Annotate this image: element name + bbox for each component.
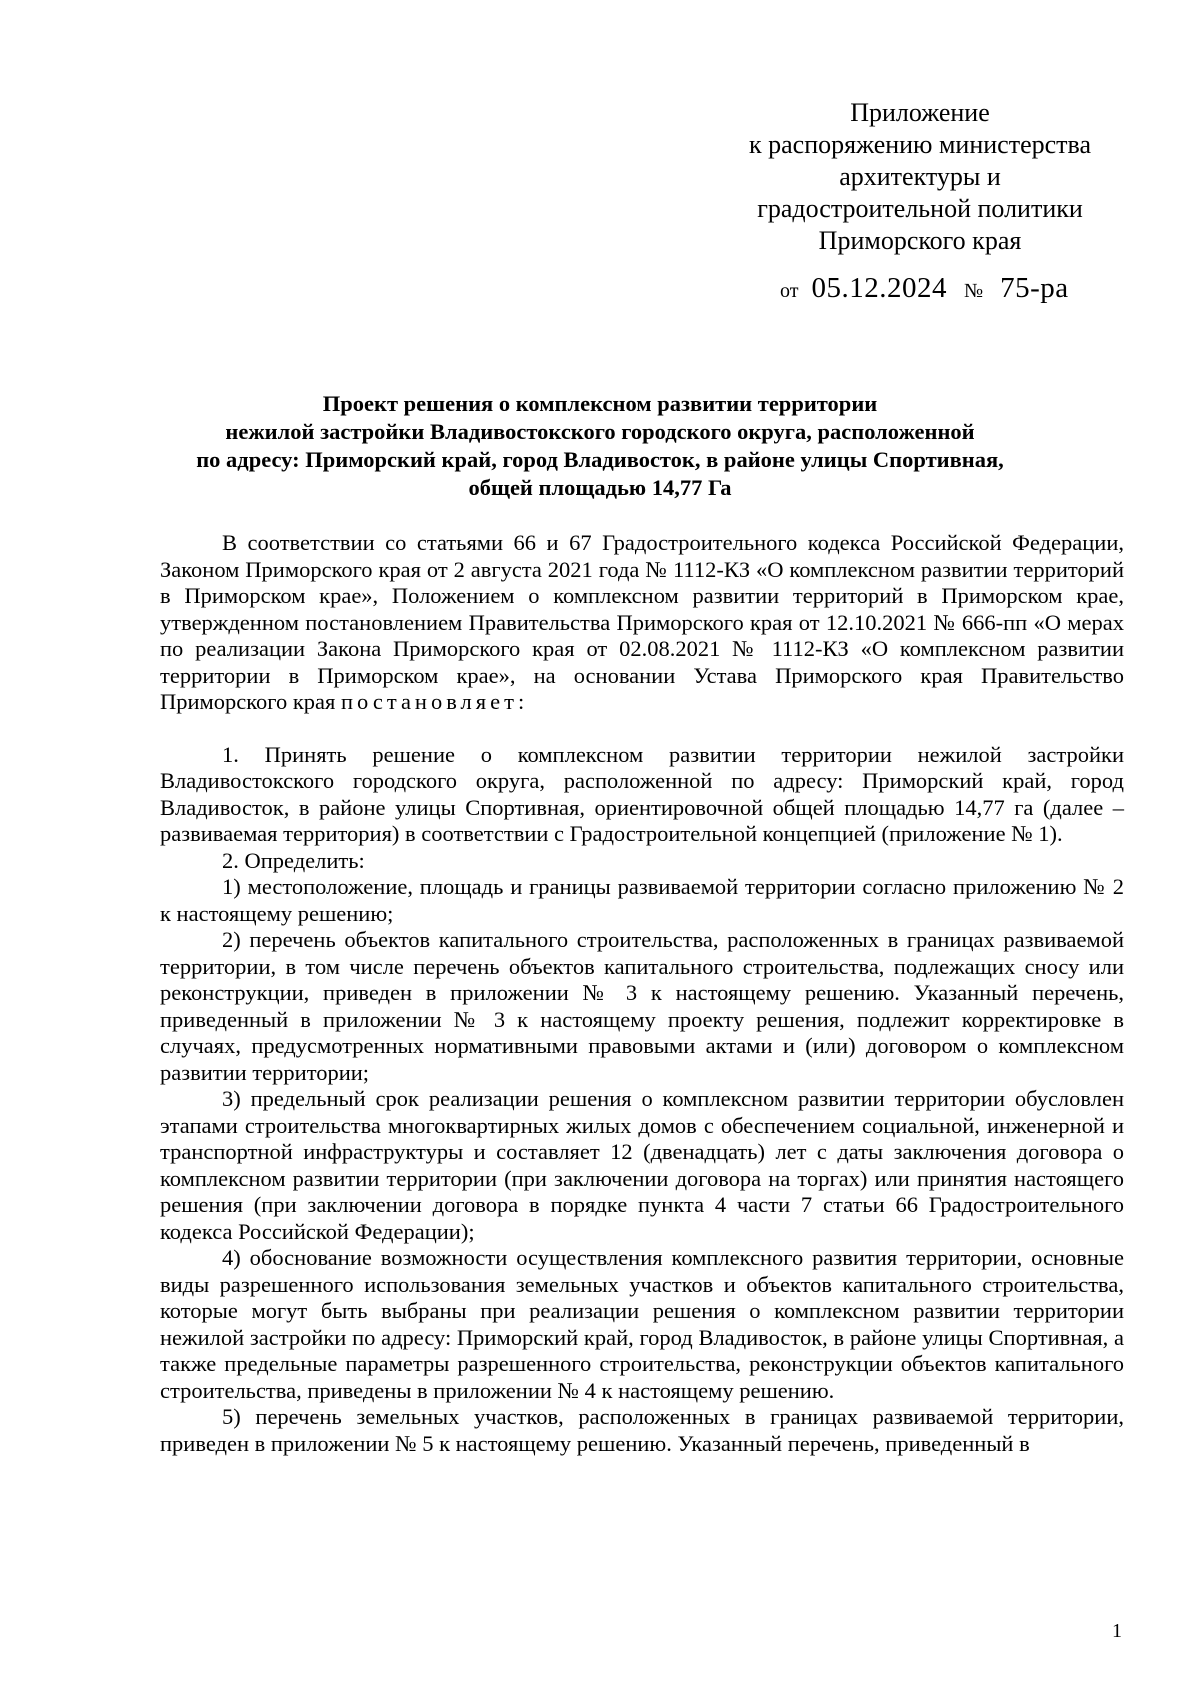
title-line: нежилой застройки Владивостокского городского округа, расположенной xyxy=(225,419,975,444)
preamble-paragraph xyxy=(160,530,1124,716)
preamble-verb: постановляет xyxy=(341,689,518,714)
number-prefix: № xyxy=(963,280,984,302)
document-body xyxy=(160,530,1124,1457)
title-line: по адресу: Приморский край, город Владивосток, в районе улицы Спортивная, xyxy=(196,447,1004,472)
order-date-number xyxy=(780,272,1080,305)
title-line: Проект решения о комплексном развитии территории xyxy=(322,391,878,416)
item-paragraph: 1. Принять решение о комплексном развитии территории нежилой застройки Владивостокского городского округа, расположенной по адресу: Приморский край, город Владивосток, в районе улицы Спортивная, ориентировочной общей площадью 14,77 га (далее – развиваемая территория) в соответствии с Градостроительной концепцией (приложение № 1). xyxy=(160,741,1124,846)
item-paragraph: 4) обоснование возможности осуществления комплексного развития территории, основные виды разрешенного использования земельных участков и объектов капитального строительства, которые могут быть выбраны при реализации решения о комплексном развитии территории нежилой застройки по адресу: Приморский край, город Владивосток, в районе улицы Спортивная, а также предельные параметры разрешенного строительства, реконструкции объектов капитального строительства, приведены в приложении № 4 к настоящему решению. xyxy=(160,1245,1124,1403)
page-number: 1 xyxy=(1112,1620,1122,1642)
document-title xyxy=(160,390,1040,502)
item-paragraph: 1) местоположение, площадь и границы развиваемой территории согласно приложению № 2 к настоящему решению; xyxy=(160,874,1124,926)
item-paragraph: 3) предельный срок реализации решения о комплексном развитии территории обусловлен этапами строительства многоквартирных жилых домов с обеспечением социальной, инженерной и транспортной инфраструктуры и составляет 12 (двенадцать) лет с даты заключения договора о комплексном развитии территории (при заключении договора на торгах) или принятия настоящего решения (при заключении договора в порядке пункта 4 части 7 статьи 66 Градостроительного кодекса Российской Федерации); xyxy=(160,1086,1124,1244)
title-line: общей площадью 14,77 Га xyxy=(468,475,732,500)
date-prefix: от xyxy=(780,280,799,302)
appendix-header-line: к распоряжению министерства xyxy=(748,130,1091,159)
appendix-header-line: Приложение xyxy=(850,98,990,127)
order-number: 75-ра xyxy=(1000,272,1069,304)
appendix-header-line: архитектуры и xyxy=(839,162,1001,191)
item-paragraph: 5) перечень земельных участков, расположенных в границах развиваемой территории, приведен в приложении № 5 к настоящему решению. Указанный перечень, приведенный в xyxy=(160,1404,1124,1456)
item-paragraph: 2) перечень объектов капитального строительства, расположенных в границах развиваемой территории, в том числе перечень объектов капитального строительства, подлежащих сносу или реконструкции, приведен в приложении № 3 к настоящему решению. Указанный перечень, приведенный в приложении № 3 к настоящему проекту решения, подлежит корректировке в случаях, предусмотренных нормативными правовыми актами и (или) договором о комплексном развитии территории; xyxy=(160,927,1124,1085)
preamble-colon: : xyxy=(517,689,525,714)
appendix-header-line: градостроительной политики xyxy=(757,194,1083,223)
appendix-header-line: Приморского края xyxy=(818,226,1022,255)
preamble-text: В соответствии со статьями 66 и 67 Градостроительного кодекса Российской Федерации, Законом Приморского края от 2 августа 2021 года № 1112-КЗ «О комплексном развитии территорий в Приморском крае», Положением о комплексном развитии территорий в Приморском крае, утвержденном постановлением Правительства Приморского края от 12.10.2021 № 666-пп «О мерах по реализации Закона Приморского края от 02.08.2021 № 1112-КЗ «О комплексном развитии территории в Приморском крае», на основании Устава Приморского края Правительство Приморского края xyxy=(160,530,1124,714)
order-date: 05.12.2024 xyxy=(811,272,947,304)
appendix-header xyxy=(740,97,1100,257)
item-paragraph: 2. Определить: xyxy=(222,847,365,873)
